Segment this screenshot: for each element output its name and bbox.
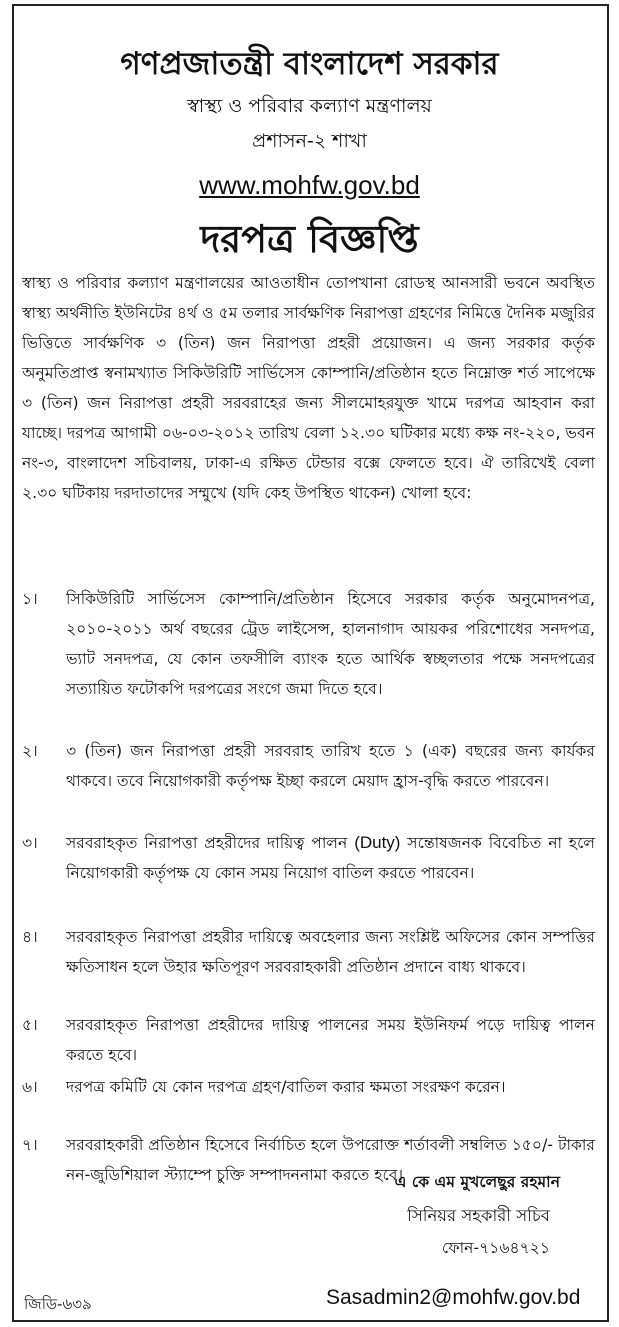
condition-text: সরবরাহকৃত নিরাপত্তা প্রহরীদের দায়িত্ব পালনের সময় ইউনিফর্ম পড়ে দায়িত্ব পালন করতে হবে। (66, 1016, 595, 1064)
duty-term: (Duty) (354, 833, 401, 852)
condition-number: ৩। (22, 834, 38, 852)
intro-paragraph: স্বাস্থ্য ও পরিবার কল্যাণ মন্ত্রণালয়ের আওতাধীন তোপখানা রোডস্থ আনসারী ভবনে অবস্থিত স্বাস্থ্য অর্থনীতি ইউনিটের ৪র্থ ও ৫ম তলার সার্বক্ষণিক নিরাপত্তা গ্রহণের নিমিত্তে দৈনিক মজুরির ভিত্তিতে সার্বক্ষণিক ৩ (তিন) জন নিরাপত্তা প্রহরী প্রয়োজন। এ জন্য সরকার কর্তৃক অনুমতিপ্রাপ্ত স্বনামখ্যাত সিকিউরিটি সার্ভিসেস কোম্পানি/প্রতিষ্ঠান হতে নিম্নোক্ত শর্ত সাপেক্ষে ৩ (তিন) জন নিরাপত্তা প্রহরী সরবরাহের জন্য সীলমোহরযুক্ত খামে দরপত্র আহবান করা যাচ্ছে। দরপত্র আগামী ০৬-০৩-২০১২ তারিখ বেলা ১২.৩০ ঘটিকার মধ্যে কক্ষ নং-২২০, ভবন নং-৩, বাংলাদেশ সচিবালয়, ঢাকা-এ রক্ষিত টেন্ডার বক্সে ফেলতে হবে। ঐ তারিখেই বেলা ২.৩০ ঘটিকায় দরদাতাদের সম্মুখে (যদি কেহ উপস্থিত থাকেন) খোলা হবে: (22, 274, 595, 502)
condition-text-part: সন্তোষজনক বিবেচিত না হলে নিয়োগকারী কর্তৃপক্ষ যে কোন সময় নিয়োগ বাতিল করতে পারবেন। (66, 834, 595, 882)
condition-item-6 (22, 1072, 595, 1102)
condition-number: ২। (22, 742, 38, 760)
signatory-name: এ কে এম মুখলেছুর রহমান (394, 1173, 560, 1191)
condition-text (66, 828, 595, 888)
condition-number: ৪। (22, 928, 38, 946)
website-link[interactable]: www.mohfw.gov.bd (199, 170, 420, 200)
condition-number: ১। (22, 590, 38, 608)
contact-email[interactable]: Sasadmin2@mohfw.gov.bd (326, 1286, 581, 1309)
government-title: গণপ্রজাতন্ত্রী বাংলাদেশ সরকার (120, 46, 499, 82)
condition-number: ৭। (22, 1136, 38, 1154)
condition-text-part: সরবরাহকৃত নিরাপত্তা প্রহরীদের দায়িত্ব পালন (66, 834, 355, 852)
condition-text: সরবরাহকৃত নিরাপত্তা প্রহরীর দায়িত্বে অবহেলার জন্য সংশ্লিষ্ট অফিসের কোন সম্পত্তির ক্ষতিসাধন হলে উহার ক্ষতিপূরণ সরবরাহকারী প্রতিষ্ঠান প্রদানে বাধ্য থাকবে। (66, 928, 595, 976)
condition-text: সিকিউরিটি সার্ভিসেস কোম্পানি/প্রতিষ্ঠান হিসেবে সরকার কর্তৃক অনুমোদনপত্র, ২০১০-২০১১ অর্থ বছরের ট্রেড লাইসেন্স, হালনাগাদ আয়কর পরিশোধের সনদপত্র, ভ্যাট সনদপত্র, যে কোন তফসীলি ব্যাংক হতে আর্থিক স্বচ্ছলতার পক্ষে সনদপত্রের সত্যায়িত ফটোকপি দরপত্রের সংগে জমা দিতে হবে। (66, 590, 595, 698)
condition-item-1 (22, 584, 595, 704)
condition-item-5 (22, 1010, 595, 1070)
signatory-phone: ফোন-৭১৬৪৭২১ (441, 1239, 550, 1257)
condition-item-4 (22, 922, 595, 982)
ministry-name: স্বাস্থ্য ও পরিবার কল্যাণ মন্ত্রণালয় (187, 95, 432, 117)
condition-text: ৩ (তিন) জন নিরাপত্তা প্রহরী সরবরাহ তারিখ হতে ১ (এক) বছরের জন্য কার্যকর থাকবে। তবে নিয়োগকারী কর্তৃপক্ষ ইচ্ছা করলে মেয়াদ হ্রাস-বৃদ্ধি করতে পারবেন। (66, 742, 595, 790)
condition-text: দরপত্র কমিটি যে কোন দরপত্র গ্রহণ/বাতিল করার ক্ষমতা সংরক্ষণ করেন। (66, 1078, 506, 1096)
gd-code: জিডি-৬৩৯ (24, 1295, 92, 1313)
signatory-designation: সিনিয়র সহকারী সচিব (407, 1206, 550, 1225)
condition-number: ৬। (22, 1078, 38, 1096)
condition-number: ৫। (22, 1016, 38, 1034)
condition-item-2 (22, 736, 595, 796)
notice-title: দরপত্র বিজ্ঞপ্তি (200, 217, 419, 261)
condition-item-3 (22, 828, 595, 888)
condition-text: সরবরাহকারী প্রতিষ্ঠান হিসেবে নির্বাচিত হলে উপরোক্ত শর্তাবলী সম্বলিত ১৫০/- টাকার নন-জুডিশিয়াল স্ট্যাম্পে চুক্তি সম্পাদননামা করতে হবে। (66, 1136, 595, 1184)
branch-name: প্রশাসন-২ শাখা (252, 130, 367, 152)
